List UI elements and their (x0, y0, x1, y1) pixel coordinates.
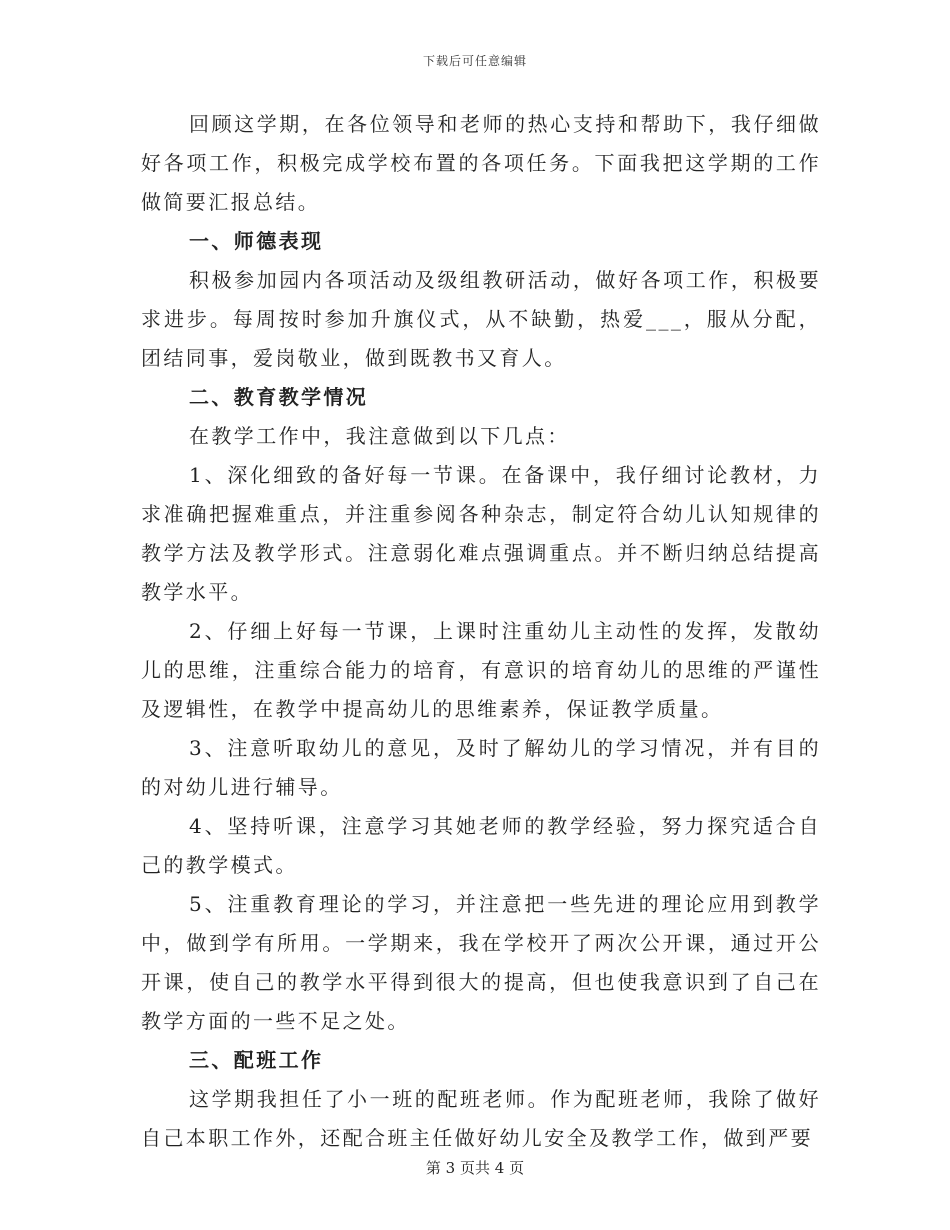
teaching-item-4: 4、坚持听课，注意学习其她老师的教学经验，努力探究适合自己的教学模式。 (141, 814, 821, 877)
section-heading-ethics: 一、师德表现 (189, 229, 324, 253)
section-heading-teaching: 二、教育教学情况 (189, 385, 369, 409)
teaching-item-5: 5、注重教育理论的学习，并注意把一些先进的理论应用到教学中，做到学有所用。一学期来，我在学校开了两次公开课，通过开公开课，使自己的教学水平得到很大的提高，但也使我意识到了自己在教学方面的一些不足之处。 (141, 892, 821, 1033)
teaching-item-2: 2、仔细上好每一节课，上课时注重幼儿主动性的发挥，发散幼儿的思维，注重综合能力的培育，有意识的培育幼儿的思维的严谨性及逻辑性，在教学中提高幼儿的思维素养，保证教学质量。 (141, 619, 821, 721)
intro-paragraph: 回顾这学期，在各位领导和老师的热心支持和帮助下，我仔细做好各项工作，积极完成学校布置的各项任务。下面我把这学期的工作做简要汇报总结。 (141, 112, 821, 214)
page-header: 下载后可任意编辑 (422, 54, 527, 68)
teaching-item-1: 1、深化细致的备好每一节课。在备课中，我仔细讨论教材，力求准确把握难重点，并注重参阅各种杂志，制定符合幼儿认知规律的教学方法及教学形式。注意弱化难点强调重点。并不断归纳总结提高教学水平。 (141, 463, 821, 604)
page-footer: 第 3 页共 4 页 (425, 1159, 525, 1177)
section-heading-class-work: 三、配班工作 (189, 1048, 324, 1072)
teaching-item-3: 3、注意听取幼儿的意见，及时了解幼儿的学习情况，并有目的的对幼儿进行辅导。 (141, 736, 821, 799)
class-work-paragraph: 这学期我担任了小一班的配班老师。作为配班老师，我除了做好自己本职工作外，还配合班主任做好幼儿安全及教学工作，做到严要 (141, 1087, 821, 1150)
teaching-intro-paragraph: 在教学工作中，我注意做到以下几点： (189, 424, 570, 448)
ethics-paragraph: 积极参加园内各项活动及级组教研活动，做好各项工作，积极要求进步。每周按时参加升旗仪式，从不缺勤，热爱___，服从分配，团结同事，爱岗敬业，做到既教书又育人。 (141, 268, 821, 370)
document-body (141, 105, 821, 1158)
